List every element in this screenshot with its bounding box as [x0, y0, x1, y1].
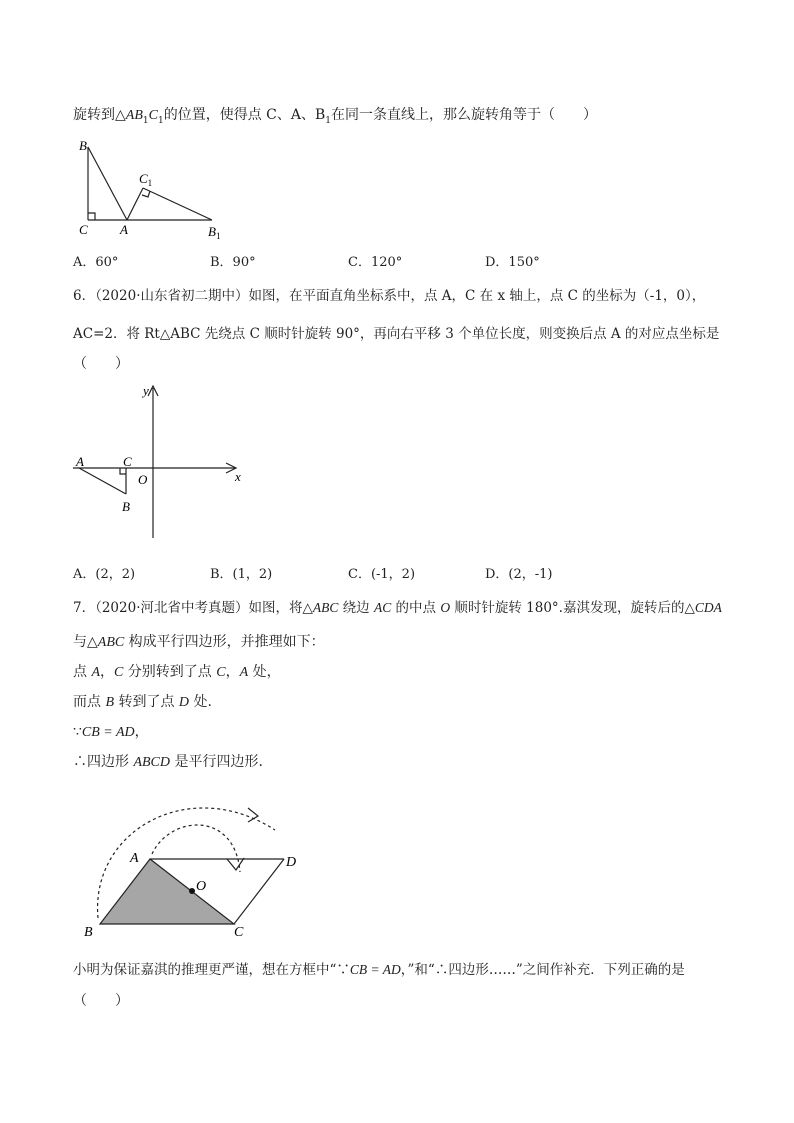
q6-stem-line3: （ ） — [73, 356, 129, 372]
q6-label-b: B — [122, 499, 130, 514]
q6-stem-line1: 6．（2020·山东省初二期中）如图，在平面直角坐标系中，点 A，C 在 x 轴上，点 C 的坐标为（-1，0）， — [73, 288, 706, 304]
q7-segment-dc — [234, 859, 284, 924]
q6-label-x: x — [235, 469, 241, 484]
q5-segment-c1b1 — [143, 188, 212, 220]
q6-figure — [70, 380, 260, 545]
q7-arc-arrow-inner — [227, 858, 244, 870]
q7-stem-line4: 而点 B 转到了点 D 处. — [73, 694, 212, 710]
q5-right-angle-c1 — [142, 191, 150, 197]
q5-label-b: B — [79, 138, 87, 153]
q6-option-b: B．(1，2) — [210, 567, 273, 582]
q5-right-angle-c — [88, 213, 95, 220]
q7-label-a: A — [130, 851, 139, 866]
q7-arc-arrow-outer — [248, 808, 258, 822]
q5-option-c: C．120° — [348, 255, 403, 270]
q6-option-a: A．(2，2) — [73, 567, 136, 582]
q7-label-c: C — [234, 925, 244, 940]
q5-stem: 旋转到$\triangle AB_1C_1$的位置，使得点 C、A、$B_1$在同一条直线上，那么旋转角等于（ ） — [73, 107, 597, 126]
q6-label-o: O — [138, 472, 148, 487]
q5-label-c1: $C_1$ — [139, 171, 153, 188]
q7-figure — [70, 790, 310, 945]
q7-shaded-triangle-abc — [100, 859, 234, 924]
q7-stem-line7: 小明为保证嘉淇的推理更严谨，想在方框中“∵CB = AD，”和“∴四边形……”之间作补充．下列正确的是 — [73, 962, 685, 978]
q7-label-b: B — [84, 925, 93, 940]
q6-label-c: C — [123, 454, 132, 469]
q5-option-a: A．60° — [73, 255, 119, 270]
q5-figure — [70, 133, 240, 243]
q5-option-d: D．150° — [485, 255, 540, 270]
q7-stem-line5: ∵CB = AD， — [73, 724, 149, 740]
q5-label-c: C — [79, 222, 88, 237]
q5-label-a: A — [120, 222, 128, 237]
q7-stem-line2: 与△ABC 构成平行四边形，并推理如下： — [73, 634, 325, 650]
q6-option-d: D．(2，-1) — [485, 567, 553, 582]
q7-dashed-arc-inner — [152, 825, 240, 872]
q6-option-c: C．(-1，2) — [348, 567, 416, 582]
q6-stem-line2: AC=2．将 Rt△ABC 先绕点 C 顺时针旋转 90°，再向右平移 3 个单位长度，则变换后点 A 的对应点坐标是 — [73, 326, 720, 342]
q7-point-o — [189, 888, 195, 894]
q7-stem-line3: 点 A，C 分别转到了点 C，A 处， — [73, 664, 281, 680]
q5-segment-ac1 — [127, 188, 143, 220]
q7-label-o: O — [196, 879, 207, 894]
q7-stem-line8: （ ） — [73, 993, 129, 1009]
q5-label-b1: $B_1$ — [208, 224, 221, 241]
q5-segment-ba — [88, 147, 127, 220]
q6-segment-ab — [79, 468, 126, 494]
q7-stem-line1: 7．（2020·河北省中考真题）如图，将△ABC 绕边 AC 的中点 O 顺时针旋转 180°.嘉淇发现，旋转后的△CDA — [73, 600, 722, 616]
q6-label-y: y — [143, 383, 149, 398]
q7-stem-line6: ∴四边形 ABCD 是平行四边形. — [73, 754, 263, 770]
q5-option-b: B．90° — [210, 255, 256, 270]
q6-label-a: A — [76, 454, 84, 469]
q7-label-d: D — [286, 855, 297, 870]
